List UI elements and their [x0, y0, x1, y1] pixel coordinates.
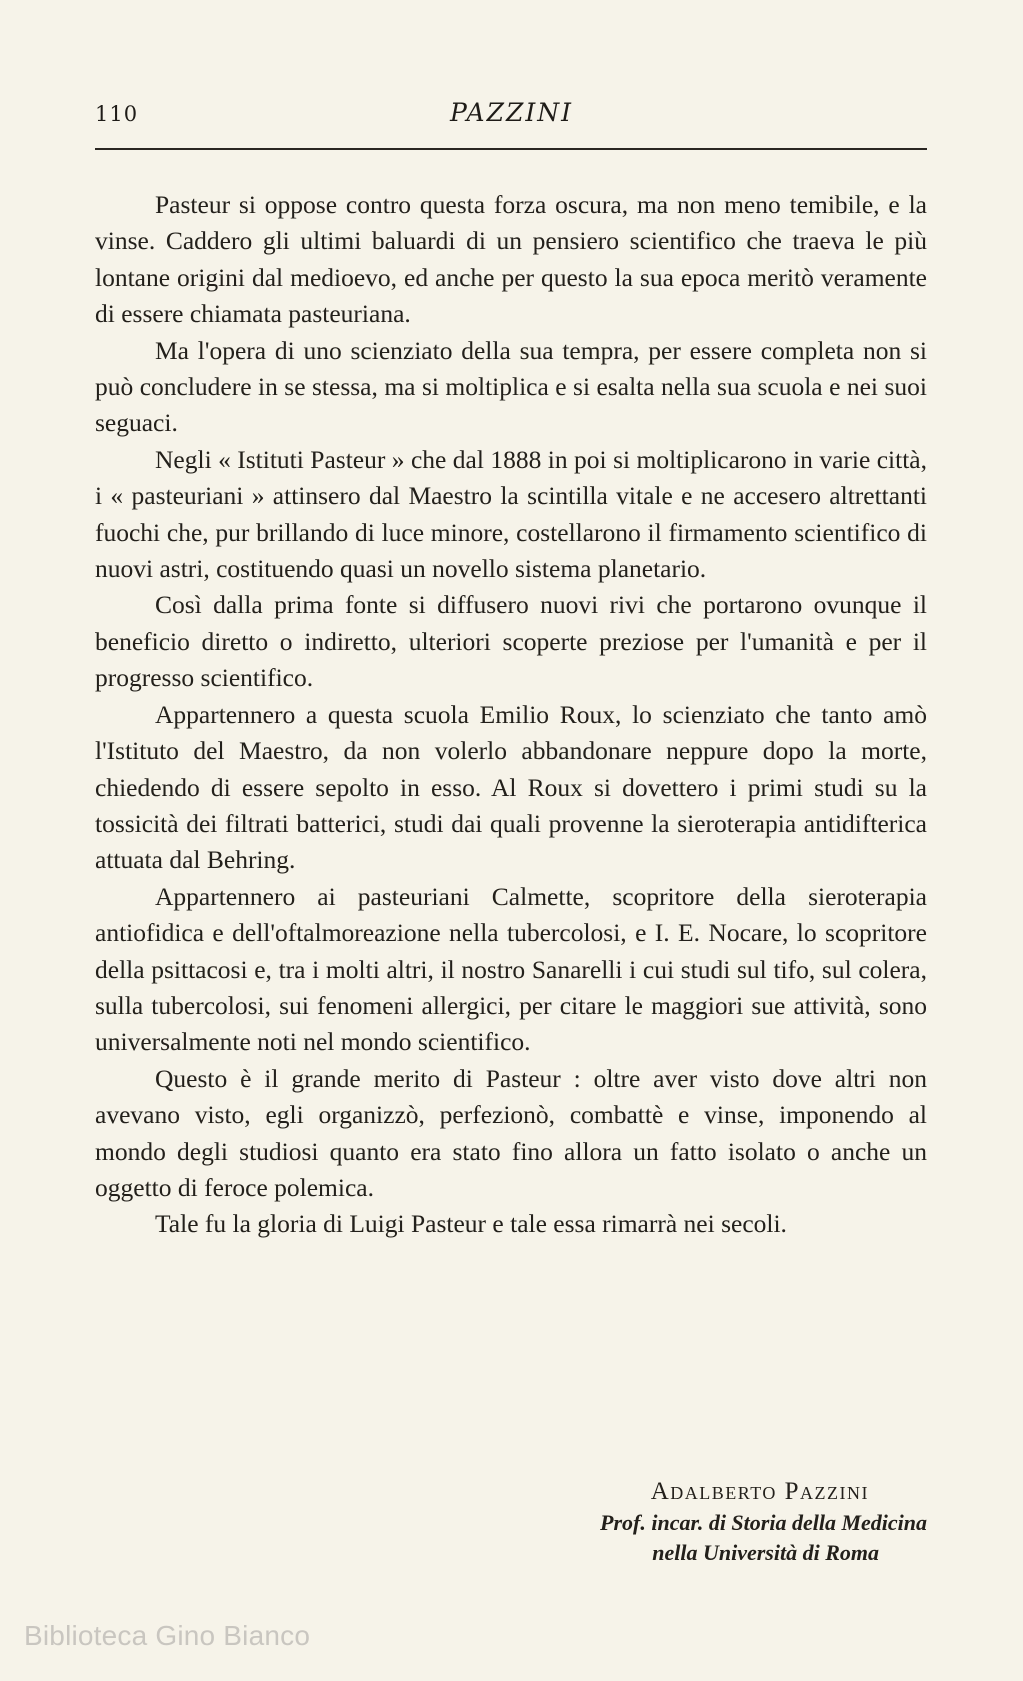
body-text [95, 187, 927, 1243]
paragraph: Appartennero ai pasteuriani Calmette, scopritore della sieroterapia antiofidica e dell'oftalmoreazione nella tubercolosi, e I. E. Nocare, lo scopritore della psittacosi e, tra i molti altri, il nostro Sanarelli i cui studi sul tifo, sul colera, sulla tubercolosi, sui fenomeni allergici, per citare le maggiori sue attività, sono universalmente noti nel mondo scientifico. [95, 881, 927, 1057]
paragraph: Così dalla prima fonte si diffusero nuovi rivi che portarono ovunque il beneficio diretto o indiretto, ulteriori scoperte preziose per l'umanità e per il progresso scientifico. [95, 590, 927, 693]
paragraph: Tale fu la gloria di Luigi Pasteur e tale essa rimarrà nei secoli. [155, 1209, 787, 1239]
author-name: Adalberto Pazzini [650, 1478, 869, 1505]
header-rule [95, 148, 927, 150]
paragraph: Pasteur si oppose contro questa forza oscura, ma non meno temibile, e la vinse. Caddero gli ultimi baluardi di un pensiero scientifico che traeva le più lontane origini dal medioevo, ed anche per questo la sua epoca meritò veramente di essere chiamata pasteuriana. [95, 190, 927, 329]
paragraph: Ma l'opera di uno scienziato della sua tempra, per essere completa non si può concludere in se stessa, ma si moltiplica e si esalta nella sua scuola e nei suoi seguaci. [95, 335, 927, 438]
author-signature [527, 1476, 927, 1568]
paragraph: Negli « Istituti Pasteur » che dal 1888 in poi si moltiplicarono in varie città, i « pasteuriani » attinsero dal Maestro la scintilla vitale e ne accesero altrettanti fuochi che, pur brillando di luce minore, costellarono il firmamento scientifico di nuovi astri, costituendo quasi un novello sistema planetario. [95, 444, 927, 584]
library-watermark: Biblioteca Gino Bianco [24, 1620, 311, 1651]
running-head: PAZZINI [450, 98, 573, 127]
author-affiliation: nella Università di Roma [652, 1540, 879, 1565]
paragraph: Appartennero a questa scuola Emilio Roux, lo scienziato che tanto amò l'Istituto del Maestro, da non volerlo abbandonare neppure dopo la morte, chiedendo di essere sepolto in esso. Al Roux si dovettero i primi studi su la tossicità dei filtrati batterici, studi dai quali provenne la sieroterapia antidifterica attuata dal Behring. [95, 699, 927, 875]
page-header [95, 98, 925, 138]
author-title: Prof. incar. di Storia della Medicina [600, 1510, 927, 1535]
paragraph: Questo è il grande merito di Pasteur : oltre aver visto dove altri non avevano visto, egli organizzò, perfezionò, combattè e vinse, imponendo al mondo degli studiosi quanto era stato fino allora un fatto isolato o anche un oggetto di feroce polemica. [95, 1063, 927, 1202]
page-number: 110 [95, 102, 139, 126]
